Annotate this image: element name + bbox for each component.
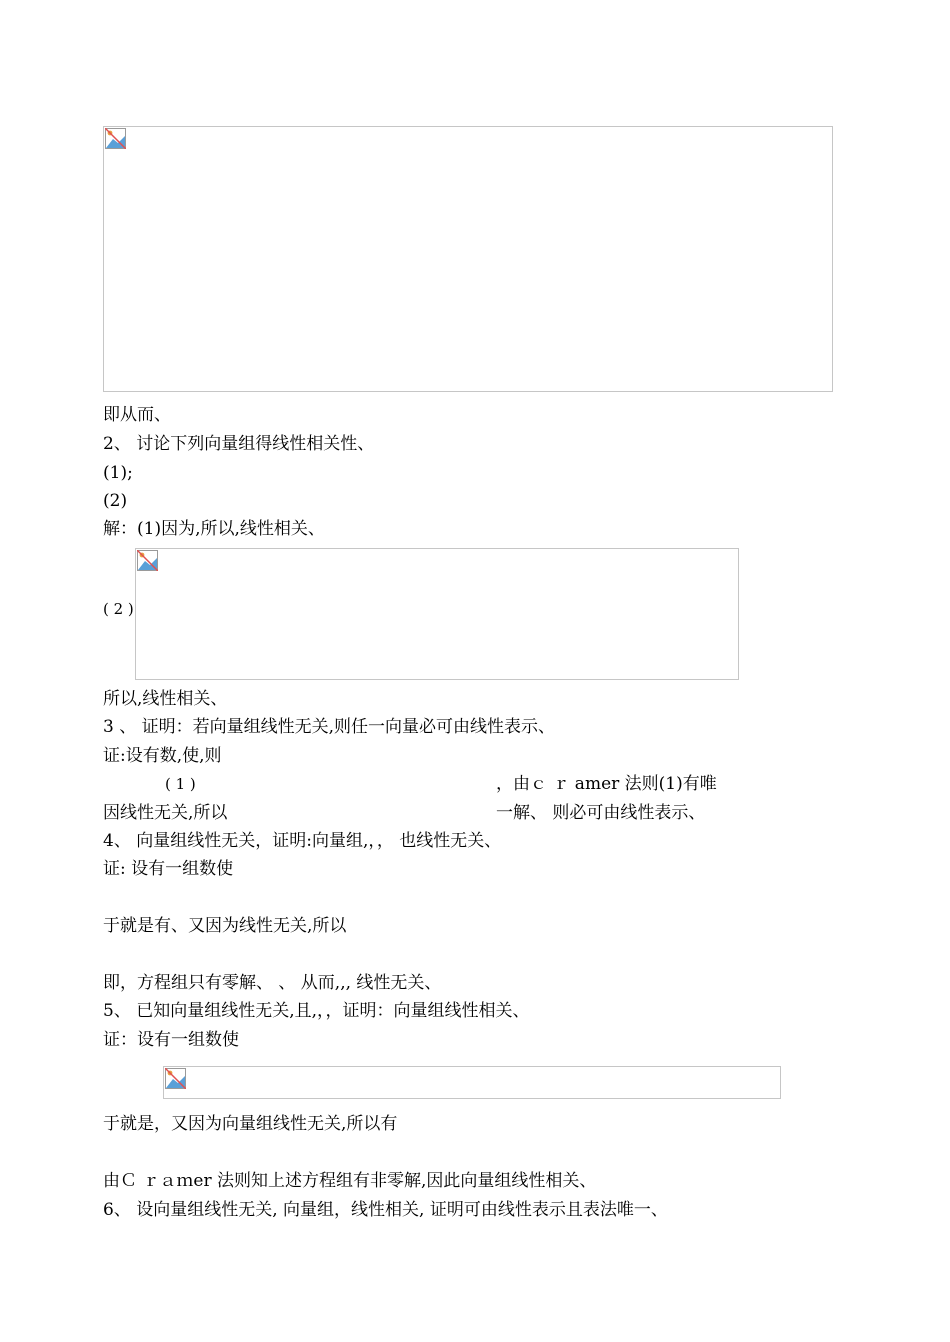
problem-3-heading: 3 、 证明：若向量组线性无关,则任一向量必可由线性表示、 [103,717,556,737]
equation-image-3 [163,1066,781,1099]
problem-6-heading: 6、 设向量组线性无关, 向量组，线性相关, 证明可由线性表示且表法唯一、 [103,1200,668,1220]
problem-4-heading: 4、 向量组线性无关，证明:向量组,，， 也线性无关、 [103,831,502,851]
text-line: (1); [103,463,133,483]
equation-image-1 [103,126,833,392]
text-line: ( 1 ) [165,775,196,793]
text-line: 证: 设有一组数使 [103,859,234,879]
problem-5-heading: 5、 已知向量组线性无关,且,，，证明：向量组线性相关、 [103,1001,530,1021]
problem-2-heading: 2、 讨论下列向量组得线性相关性、 [103,434,375,454]
text-line: (2) [103,491,128,511]
text-line: 即从而、 [103,405,171,425]
broken-image-icon [105,128,126,149]
equation-image-2 [135,548,739,680]
text-line: 于就是，又因为向量组线性无关,所以有 [103,1114,398,1134]
text-line: 证：设有一组数使 [103,1030,239,1050]
text-line: ( 2 ) [103,600,134,618]
text-line: 由Ｃ ｒａｍer 法则知上述方程组有非零解,因此向量组线性相关、 [103,1171,597,1191]
text-line: 证:设有数,使,则 [103,746,222,766]
text-line: ，由ｃ ｒ amer 法则(1)有唯 [496,774,717,794]
text-line: 于就是有、又因为线性无关,所以 [103,916,347,936]
text-line: 解：(1)因为,所以,线性相关、 [103,519,325,539]
broken-image-icon [137,550,158,571]
text-line: 所以,线性相关、 [103,689,228,709]
text-line: 一解、 则必可由线性表示、 [496,803,706,823]
text-line: 因线性无关,所以 [103,803,228,823]
broken-image-icon [165,1068,186,1089]
text-line: 即，方程组只有零解、 、 从而,,, 线性无关、 [103,973,442,993]
